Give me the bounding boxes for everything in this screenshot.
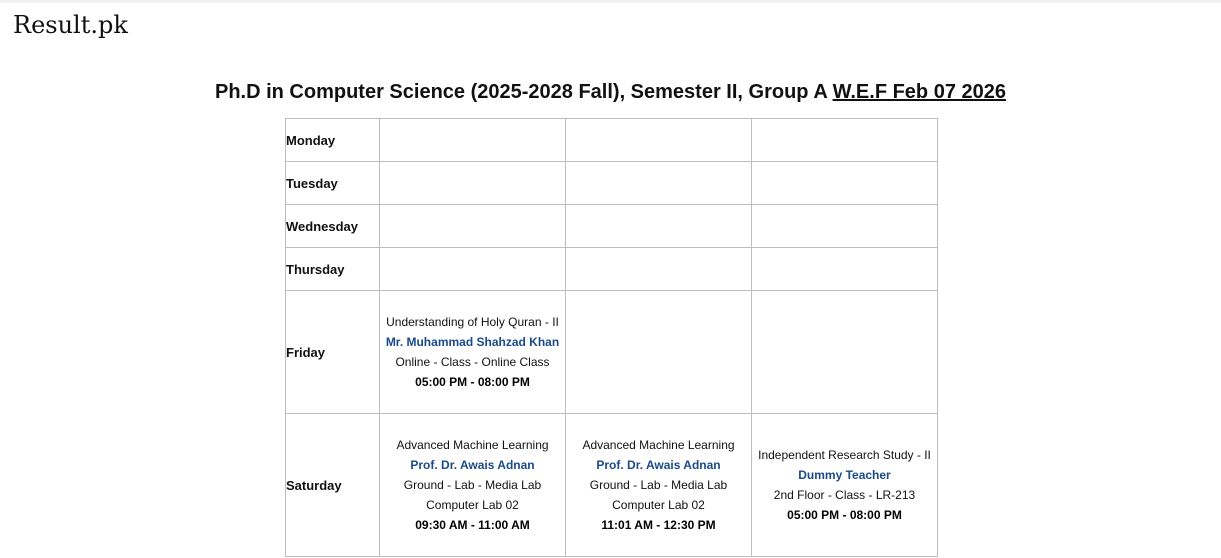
class-slot <box>752 414 938 557</box>
course-name: Advanced Machine Learning <box>396 438 549 452</box>
page-title <box>0 79 1221 105</box>
row-wednesday <box>286 205 938 248</box>
day-label-monday: Monday <box>286 119 380 162</box>
room: Computer Lab 02 <box>612 498 705 512</box>
venue: Online - Class - Online Class <box>395 355 550 369</box>
teacher-name: Mr. Muhammad Shahzad Khan <box>385 335 560 349</box>
course-name: Advanced Machine Learning <box>582 438 735 452</box>
class-slot-content <box>566 435 751 535</box>
teacher-name: Prof. Dr. Awais Adnan <box>596 458 721 472</box>
row-tuesday <box>286 162 938 205</box>
class-slot <box>566 414 752 557</box>
course-name: Understanding of Holy Quran - II <box>386 315 559 329</box>
venue: Ground - Lab - Media Lab <box>403 478 542 492</box>
teacher-name: Dummy Teacher <box>798 468 891 482</box>
day-label-friday: Friday <box>286 291 380 414</box>
row-saturday <box>286 414 938 557</box>
empty-cell <box>566 248 752 291</box>
empty-cell <box>566 291 752 414</box>
timetable <box>285 118 938 557</box>
empty-cell <box>752 119 938 162</box>
course-name: Independent Research Study - II <box>758 448 931 462</box>
venue: Ground - Lab - Media Lab <box>589 478 728 492</box>
class-slot-content <box>380 435 565 535</box>
venue: 2nd Floor - Class - LR-213 <box>773 488 916 502</box>
empty-cell <box>380 162 566 205</box>
class-slot <box>380 414 566 557</box>
row-thursday <box>286 248 938 291</box>
row-monday <box>286 119 938 162</box>
empty-cell <box>752 205 938 248</box>
row-friday <box>286 291 938 414</box>
empty-cell <box>380 248 566 291</box>
class-time: 05:00 PM - 08:00 PM <box>415 375 530 389</box>
class-slot <box>380 291 566 414</box>
class-slot-content <box>752 445 937 525</box>
top-strip <box>0 0 1221 3</box>
title-program: Ph.D in Computer Science (2025-2028 Fall), Semester II, Group A <box>214 81 828 103</box>
empty-cell <box>752 162 938 205</box>
empty-cell <box>752 291 938 414</box>
site-logo-link[interactable]: Result.pk <box>13 11 128 39</box>
empty-cell <box>752 248 938 291</box>
day-label-wednesday: Wednesday <box>286 205 380 248</box>
empty-cell <box>380 205 566 248</box>
teacher-name: Prof. Dr. Awais Adnan <box>410 458 535 472</box>
empty-cell <box>566 119 752 162</box>
day-label-saturday: Saturday <box>286 414 380 557</box>
title-wef-date: W.E.F Feb 07 2026 <box>832 81 1007 103</box>
empty-cell <box>566 162 752 205</box>
class-time: 11:01 AM - 12:30 PM <box>601 518 716 532</box>
class-slot-content <box>380 312 565 392</box>
class-time: 05:00 PM - 08:00 PM <box>787 508 902 522</box>
room: Computer Lab 02 <box>426 498 519 512</box>
empty-cell <box>566 205 752 248</box>
class-time: 09:30 AM - 11:00 AM <box>415 518 530 532</box>
empty-cell <box>380 119 566 162</box>
day-label-tuesday: Tuesday <box>286 162 380 205</box>
day-label-thursday: Thursday <box>286 248 380 291</box>
